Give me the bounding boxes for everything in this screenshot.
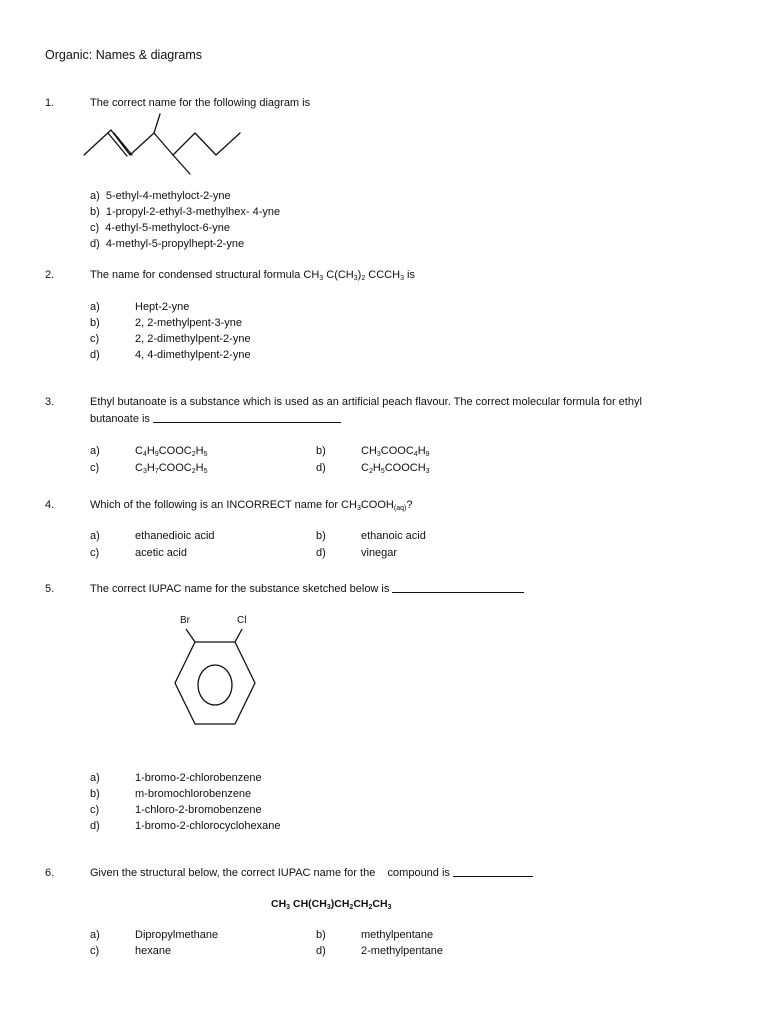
option-a[interactable]: 1-bromo-2-chlorobenzene bbox=[135, 772, 262, 784]
option-b[interactable]: $CH_3COOC_4H_9$ bbox=[361, 445, 430, 458]
option-a-letter: a) bbox=[90, 445, 100, 457]
option-d-letter: d) bbox=[316, 547, 326, 559]
page-title: Organic: Names & diagrams bbox=[45, 48, 203, 62]
option-d[interactable]: vinegar bbox=[361, 547, 398, 559]
question-text: The correct name for the following diagram is bbox=[90, 97, 311, 109]
option-c[interactable]: 2, 2-dimethylpent-2-yne bbox=[135, 333, 251, 345]
question-number: 4. bbox=[45, 499, 55, 511]
option-d-letter: d) bbox=[90, 820, 100, 832]
bromine-label: Br bbox=[180, 615, 190, 626]
option-b-letter: b) bbox=[90, 317, 100, 329]
question-text: The correct IUPAC name for the substance sketched below is bbox=[90, 582, 524, 596]
option-d-letter: d) bbox=[316, 945, 326, 957]
option-a[interactable]: $C_4H_9COOC_2H_5$ bbox=[135, 445, 208, 458]
option-c-letter: c) bbox=[90, 945, 100, 957]
option-b[interactable]: methylpentane bbox=[361, 929, 434, 941]
option-c[interactable]: hexane bbox=[135, 945, 172, 957]
option-b[interactable]: b) 1-propyl-2-ethyl-3-methylhex- 4-yne bbox=[90, 206, 281, 218]
option-c[interactable]: c) 4-ethyl-5-methyloct-6-yne bbox=[90, 222, 231, 234]
option-c-letter: c) bbox=[90, 462, 100, 474]
question-number: 1. bbox=[45, 97, 55, 109]
chlorine-label: Cl bbox=[237, 615, 247, 626]
option-d[interactable]: 4, 4-dimethylpent-2-yne bbox=[135, 349, 251, 361]
option-a-letter: a) bbox=[90, 301, 100, 313]
question-text-continued: butanoate is bbox=[90, 412, 341, 426]
condensed-formula: $CH_3$ $CH(CH_3)CH_2CH_2CH_3$ bbox=[271, 898, 392, 911]
option-a-letter: a) bbox=[90, 772, 100, 784]
option-b-letter: b) bbox=[316, 929, 326, 941]
answer-blank bbox=[453, 866, 533, 877]
option-d[interactable]: 2-methylpentane bbox=[361, 945, 443, 957]
option-a-letter: a) bbox=[90, 929, 100, 941]
option-b-letter: b) bbox=[316, 445, 326, 457]
question-number: 5. bbox=[45, 583, 55, 595]
option-b[interactable]: m-bromochlorobenzene bbox=[135, 788, 252, 800]
option-d-letter: d) bbox=[316, 462, 326, 474]
option-d[interactable]: 1-bromo-2-chlorocyclohexane bbox=[135, 820, 281, 832]
option-b[interactable]: ethanoic acid bbox=[361, 530, 426, 542]
option-a[interactable]: a) 5-ethyl-4-methyloct-2-yne bbox=[90, 190, 231, 202]
question-number: 3. bbox=[45, 396, 55, 408]
option-a[interactable]: ethanedioic acid bbox=[135, 530, 215, 542]
question-number: 2. bbox=[45, 269, 55, 281]
question-number: 6. bbox=[45, 867, 55, 879]
option-a-letter: a) bbox=[90, 530, 100, 542]
option-c-letter: c) bbox=[90, 333, 100, 345]
option-d-letter: d) bbox=[90, 349, 100, 361]
option-a[interactable]: Dipropylmethane bbox=[135, 929, 219, 941]
option-c[interactable]: $C_3H_7COOC_2H_5$ bbox=[135, 462, 208, 475]
option-c[interactable]: 1-chloro-2-bromobenzene bbox=[135, 804, 262, 816]
option-b-letter: b) bbox=[316, 530, 326, 542]
option-c-letter: c) bbox=[90, 547, 100, 559]
option-c[interactable]: acetic acid bbox=[135, 547, 187, 559]
question-text: The name for condensed structural formula $CH_3$ $C(CH_3)_2$ $CCCH_3$ is bbox=[90, 269, 415, 282]
option-d[interactable]: d) 4-methyl-5-propylhept-2-yne bbox=[90, 238, 245, 250]
option-c-letter: c) bbox=[90, 804, 100, 816]
option-d[interactable]: $C_2H_5COOCH_3$ bbox=[361, 462, 430, 475]
question-text: Ethyl butanoate is a substance which is used as an artificial peach flavour. The correct molecular formula for ethyl bbox=[90, 396, 642, 408]
option-b-letter: b) bbox=[90, 788, 100, 800]
option-b[interactable]: 2, 2-methylpent-3-yne bbox=[135, 317, 242, 329]
option-a[interactable]: Hept-2-yne bbox=[135, 301, 190, 313]
question-text: Given the structural below, the correct IUPAC name for the compound is bbox=[90, 866, 533, 880]
question-text: Which of the following is an INCORRECT name for $CH_3COOH_{(aq)}$? bbox=[90, 499, 413, 512]
